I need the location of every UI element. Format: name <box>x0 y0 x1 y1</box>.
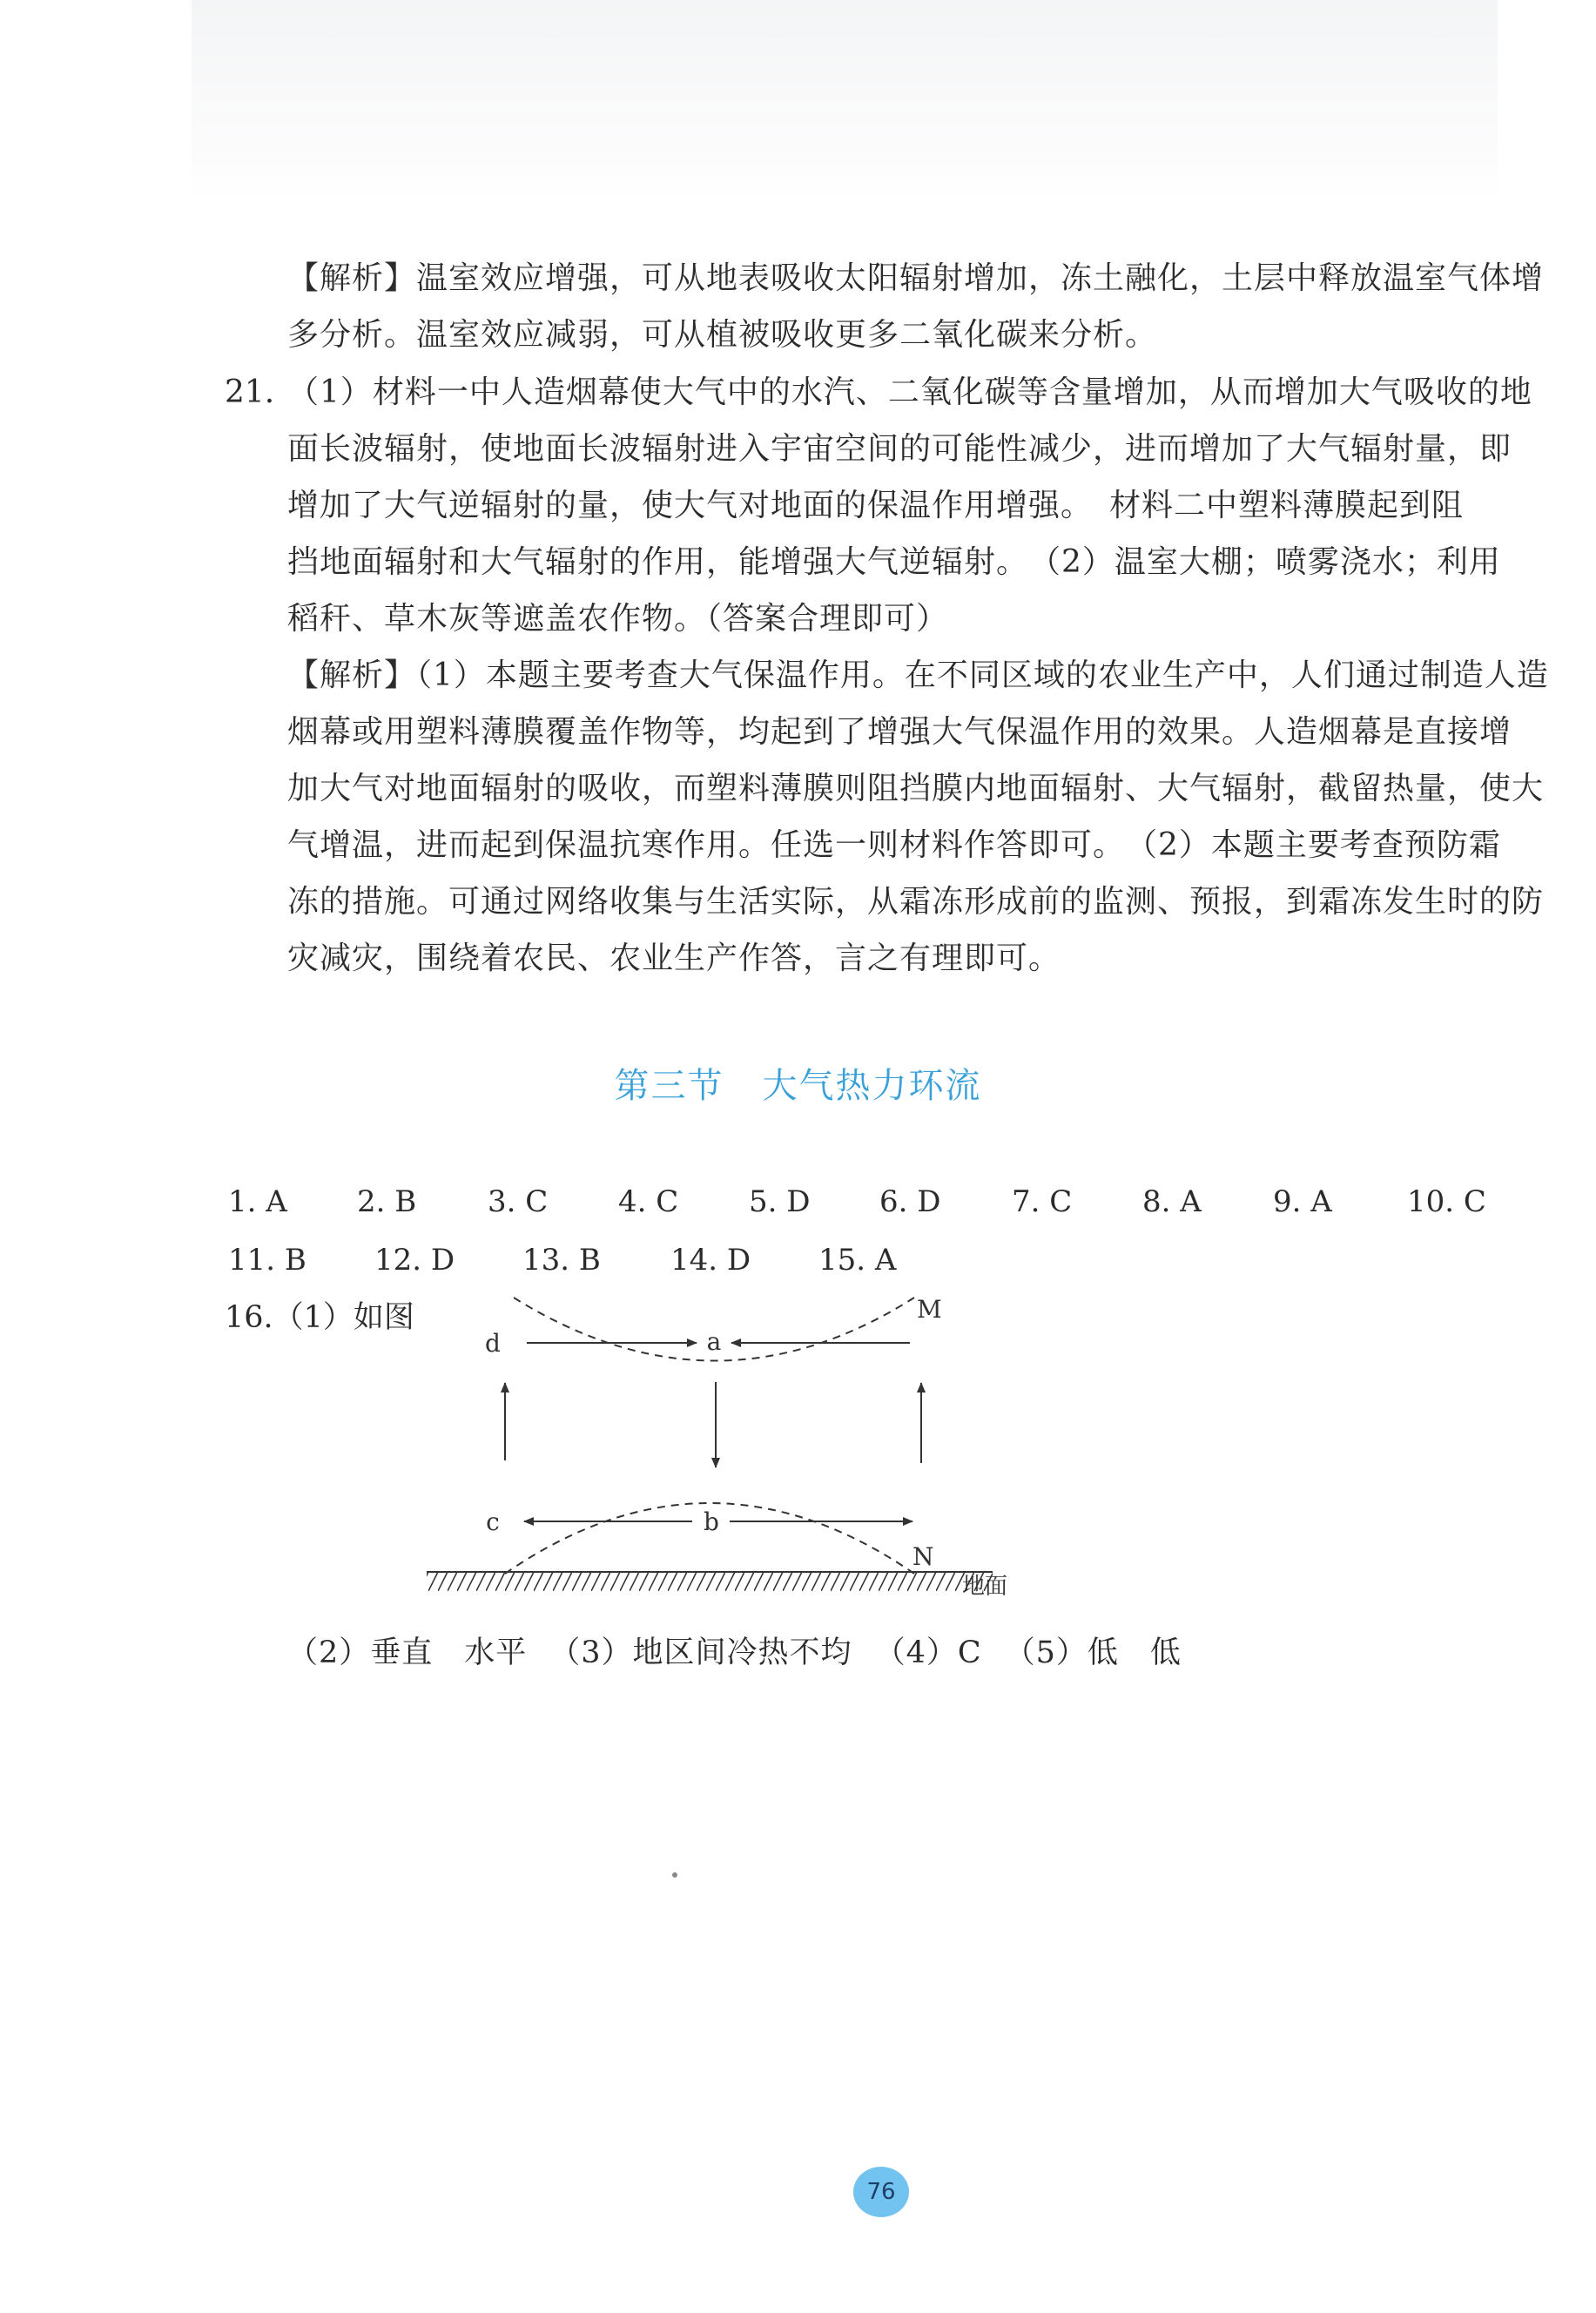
scan-speck <box>672 1872 677 1878</box>
answer-10: 10. C <box>1407 1184 1486 1219</box>
section-heading <box>0 1058 1596 1108</box>
q21-line-1: （1）材料一中人造烟幕使大气中的水汽、二氧化碳等含量增加，从而增加大气吸收的地 <box>287 374 1532 410</box>
analysis-20-line-2: 多分析。温室效应减弱，可从植被吸收更多二氧化碳来分析。 <box>287 317 1158 353</box>
answer-13: 13. B <box>522 1243 601 1278</box>
question-16-prefix: 16.（1）如图 <box>225 1300 414 1335</box>
answer-8: 8. A <box>1142 1184 1202 1219</box>
q16-part-4: （4）C <box>874 1635 982 1670</box>
q21-analysis-line-5: 冻的措施。可通过网络收集与生活实际，从霜冻形成前的监测、预报，到霜冻发生时的防 <box>287 884 1545 920</box>
question-21-answer <box>287 364 1554 987</box>
page-number-badge: 76 <box>853 2167 909 2217</box>
answer-11: 11. B <box>228 1243 306 1278</box>
answer-4: 4. C <box>618 1184 679 1219</box>
answer-2: 2. B <box>357 1184 417 1219</box>
label-d: d <box>485 1329 501 1358</box>
label-c: c <box>486 1507 500 1536</box>
answer-12: 12. D <box>374 1243 455 1278</box>
q16-part-2: （2）垂直 水平 <box>287 1635 528 1670</box>
answer-3: 3. C <box>488 1184 549 1219</box>
q21-analysis-line-6: 灾减灾，围绕着农民、农业生产作答，言之有理即可。 <box>287 941 1061 976</box>
label-m: M <box>917 1295 942 1324</box>
question-21-number: 21. <box>225 374 275 410</box>
q16-part-3: （3）地区间冷热不均 <box>549 1635 852 1670</box>
analysis-20 <box>287 250 1554 363</box>
q21-analysis-line-3: 加大气对地面辐射的吸收，而塑料薄膜则阻挡膜内地面辐射、大气辐射，截留热量，使大 <box>287 771 1545 806</box>
q21-analysis-line-1: 【解析】（1）本题主要考查大气保温作用。在不同区域的农业生产中，人们通过制造人造 <box>287 657 1549 693</box>
q21-line-4: 挡地面辐射和大气辐射的作用，能增强大气逆辐射。 （2）温室大棚；喷雾浇水；利用 <box>287 544 1501 580</box>
q21-line-3: 增加了大气逆辐射的量，使大气对地面的保温作用增强。 材料二中塑料薄膜起到阻 <box>287 488 1465 523</box>
answer-15: 15. A <box>818 1243 897 1278</box>
label-b: b <box>704 1507 719 1536</box>
label-ground: 地面 <box>961 1574 1007 1600</box>
label-a: a <box>706 1327 722 1356</box>
q21-line-5: 稻秆、草木灰等遮盖农作物。（答案合理即可） <box>287 601 949 637</box>
q21-analysis-line-4: 气增温，进而起到保温抗寒作用。任选一则材料作答即可。 （2）本题主要考查预防霜 <box>287 827 1501 863</box>
section-title: 大气热力环流 <box>762 1066 982 1106</box>
answer-1: 1. A <box>228 1184 287 1219</box>
thermal-circulation-diagram <box>409 1285 1019 1620</box>
answer-14: 14. D <box>670 1243 751 1278</box>
q21-analysis-line-2: 烟幕或用塑料薄膜覆盖作物等，均起到了增强大气保温作用的效果。人造烟幕是直接增 <box>287 714 1512 750</box>
answer-5: 5. D <box>749 1184 811 1219</box>
question-16-remaining-answers <box>287 1629 1204 1672</box>
section-number: 第三节 <box>614 1066 724 1106</box>
answer-9: 9. A <box>1273 1184 1332 1219</box>
label-n: N <box>912 1542 934 1571</box>
ground-hatching <box>427 1572 993 1591</box>
q16-part-5: （5）低 低 <box>1004 1635 1182 1670</box>
scan-shadow <box>192 0 1498 200</box>
answer-7: 7. C <box>1012 1184 1073 1219</box>
answer-6: 6. D <box>879 1184 941 1219</box>
q21-line-2: 面长波辐射，使地面长波辐射进入宇宙空间的可能性减少，进而增加了大气辐射量，即 <box>287 431 1512 467</box>
analysis-20-line-1: 【解析】温室效应增强，可从地表吸收太阳辐射增加，冻土融化，土层中释放温室气体增 <box>287 260 1545 296</box>
